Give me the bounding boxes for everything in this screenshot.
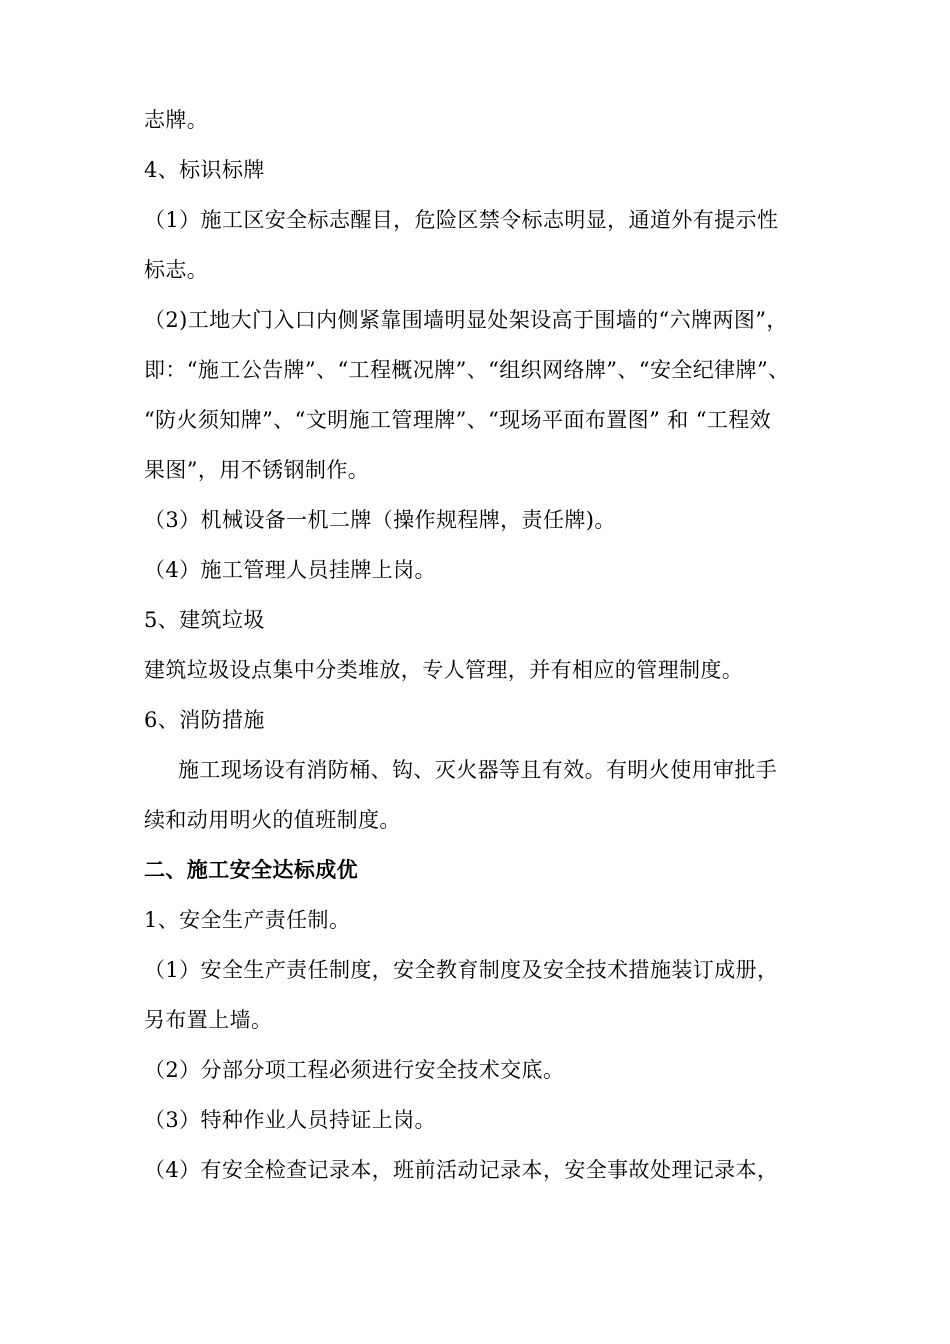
text-line: 另布置上墙。	[144, 1008, 273, 1032]
text-line: 果图”，用不锈钢制作。	[144, 458, 370, 482]
text-line: （4）有安全检查记录本，班前活动记录本，安全事故处理记录本，	[144, 1158, 779, 1182]
text-line: 施工现场设有消防桶、钩、灭火器等且有效。有明火使用审批手	[178, 758, 778, 782]
text-line: “防火须知牌”、“文明施工管理牌”、“现场平面布置图” 和 “工程效	[144, 408, 772, 432]
section-heading-waste: 5、建筑垃圾	[144, 608, 265, 632]
text-line: （2）分部分项工程必须进行安全技术交底。	[144, 1058, 565, 1082]
section-heading-fire: 6、消防措施	[144, 708, 265, 732]
section-heading-signage: 4、标识标牌	[144, 158, 265, 182]
text-line: 志牌。	[144, 108, 209, 132]
text-line: （1）施工区安全标志醒目，危险区禁令标志明显，通道外有提示性	[144, 208, 779, 232]
text-line: （2)工地大门入口内侧紧靠围墙明显处架设高于围墙的“六牌两图”，	[144, 308, 788, 332]
chapter-heading: 二、施工安全达标成优	[144, 857, 358, 882]
text-line: （4）施工管理人员挂牌上岗。	[144, 558, 436, 582]
section-heading-responsibility: 1、安全生产责任制。	[144, 908, 351, 932]
text-line: 标志。	[144, 258, 209, 282]
text-line: （3）机械设备一机二牌（操作规程牌，责任牌)。	[144, 508, 616, 532]
text-line: （3）特种作业人员持证上岗。	[144, 1108, 436, 1132]
text-line: （1）安全生产责任制度，安全教育制度及安全技术措施装订成册，	[144, 958, 779, 982]
text-line: 续和动用明火的值班制度。	[144, 808, 401, 832]
text-line: 建筑垃圾设点集中分类堆放，专人管理，并有相应的管理制度。	[144, 658, 744, 682]
text-line: 即：“施工公告牌”、“工程概况牌”、“组织网络牌”、“安全纪律牌”、	[144, 358, 790, 382]
